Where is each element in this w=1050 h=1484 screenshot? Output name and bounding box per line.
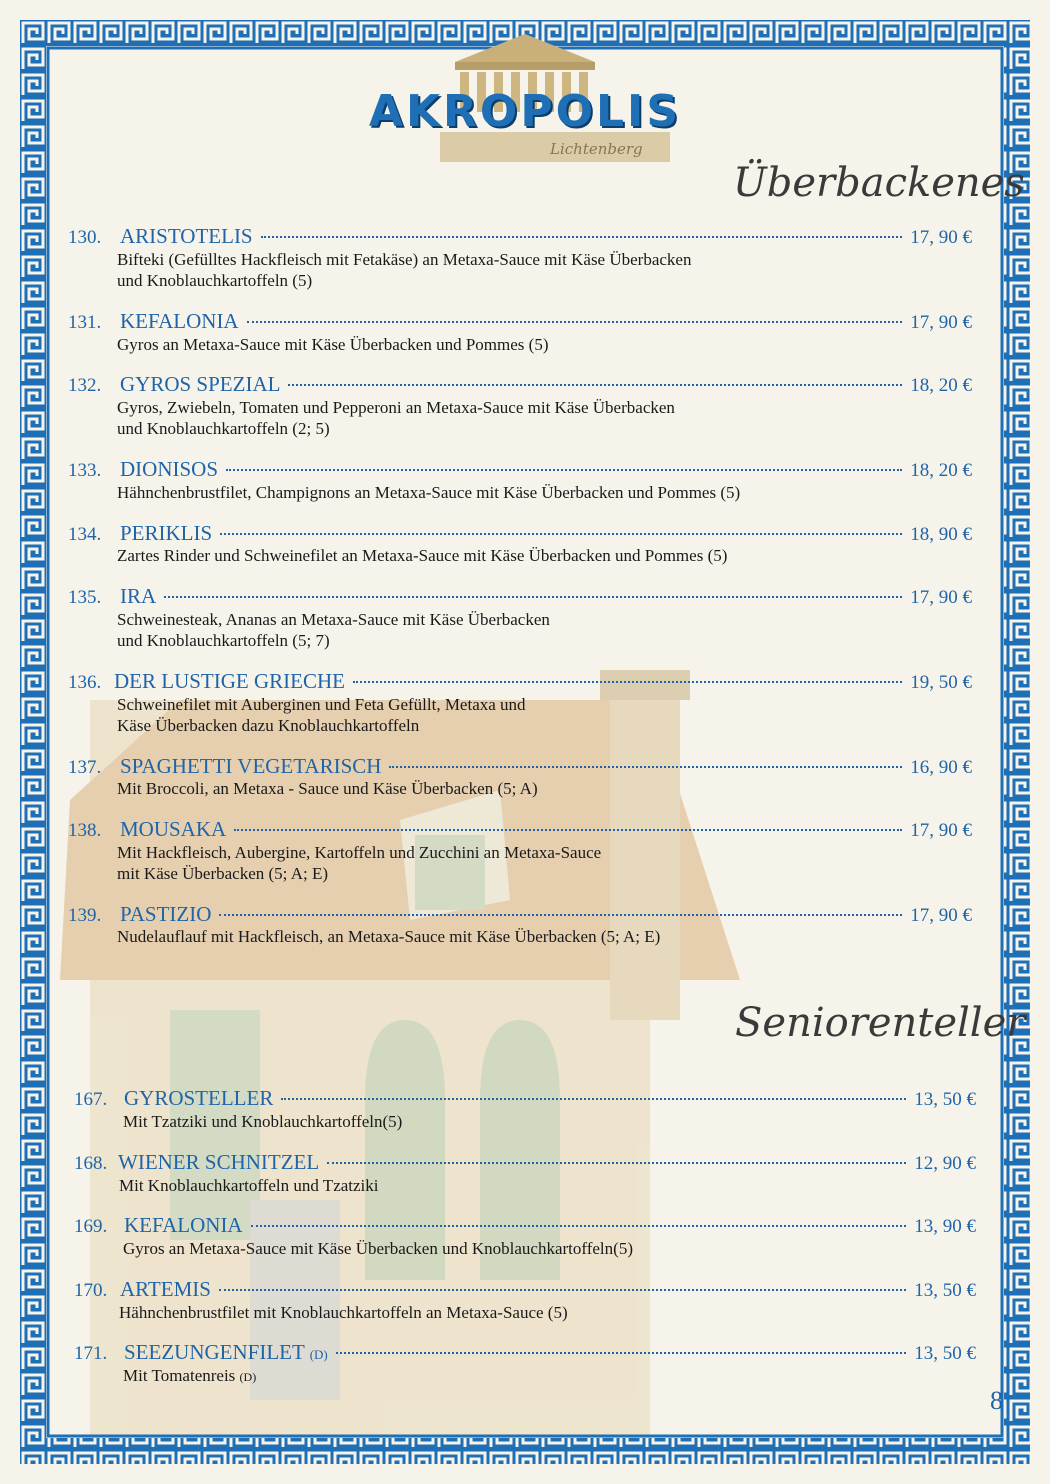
item-number: 168.: [74, 1153, 108, 1174]
item-description: Gyros an Metaxa-Sauce mit Käse Überbacken und Knoblauchkartoffeln(5): [123, 1239, 633, 1258]
leader-dots: [226, 469, 902, 471]
leader-dots: [219, 914, 902, 916]
item-description: Nudelauflauf mit Hackfleisch, an Metaxa-Sauce mit Käse Überbacken (5; A; E): [117, 927, 661, 946]
item-number: 138.: [68, 820, 102, 841]
item-name: WIENER SCHNITZEL: [118, 1150, 320, 1174]
leader-dots: [234, 829, 902, 831]
item-description: Schweinesteak, Ananas an Metaxa-Sauce mit Käse Überbacken und Knoblauchkartoffeln (5; 7): [117, 610, 550, 650]
leader-dots: [353, 681, 902, 683]
item-description: [123, 1365, 256, 1388]
logo: [360, 22, 690, 172]
leader-dots: [220, 533, 902, 535]
item-price: 13, 50 €: [914, 1280, 976, 1301]
item-name: PERIKLIS: [120, 521, 213, 545]
item-name: SPAGHETTI VEGETARISCH: [120, 754, 382, 778]
leader-dots: [281, 1098, 906, 1100]
item-description: Hähnchenbrustfilet, Champignons an Metaxa-Sauce mit Käse Überbacken und Pommes (5): [117, 483, 741, 502]
item-name: PASTIZIO: [120, 902, 212, 926]
item-price: 18, 90 €: [910, 524, 972, 545]
item-description: Bifteki (Gefülltes Hackfleisch mit Fetakäse) an Metaxa-Sauce mit Käse Überbacken und Knoblauchkartoffeln (5): [117, 250, 692, 290]
leader-dots: [261, 236, 903, 238]
item-number: 137.: [68, 757, 102, 778]
item-number: 170.: [74, 1280, 108, 1301]
item-description: Mit Hackfleisch, Aubergine, Kartoffeln und Zucchini an Metaxa-Sauce mit Käse Überbacken (5; A; E): [117, 843, 602, 883]
leader-dots: [219, 1289, 906, 1291]
item-price: 19, 50 €: [910, 672, 972, 693]
allergen-note: (D): [309, 1347, 328, 1362]
leader-dots: [251, 1225, 907, 1227]
page-number: 8: [990, 1386, 1003, 1415]
item-name-text: SEEZUNGENFILET: [124, 1340, 305, 1364]
item-price: 17, 90 €: [910, 820, 972, 841]
item-description: Mit Knoblauchkartoffeln und Tzatziki: [119, 1176, 379, 1195]
item-number: 136.: [68, 672, 102, 693]
logo-subtitle: Lichtenberg: [550, 140, 643, 158]
item-number: 133.: [68, 460, 102, 481]
item-name: DER LUSTIGE GRIECHE: [114, 669, 345, 693]
item-name: IRA: [120, 584, 157, 608]
section-title-seniorenteller: Seniorenteller: [735, 1000, 1026, 1046]
item-name: KEFALONIA: [120, 309, 239, 333]
item-description: Gyros an Metaxa-Sauce mit Käse Überbacken und Pommes (5): [117, 335, 549, 354]
item-description: Mit Broccoli, an Metaxa - Sauce und Käse Überbacken (5; A): [117, 779, 538, 798]
item-name: GYROSTELLER: [124, 1086, 274, 1110]
leader-dots: [336, 1352, 907, 1354]
item-price: 13, 50 €: [914, 1089, 976, 1110]
item-name: MOUSAKA: [120, 817, 227, 841]
item-description: Schweinefilet mit Auberginen und Feta Gefüllt, Metaxa und Käse Überbacken dazu Knoblauchkartoffeln: [117, 695, 526, 735]
leader-dots: [164, 596, 902, 598]
item-price: 13, 90 €: [914, 1216, 976, 1237]
section-title-ueberbackenes: Überbackenes: [733, 160, 1025, 206]
item-description: Gyros, Zwiebeln, Tomaten und Pepperoni an Metaxa-Sauce mit Käse Überbacken und Knoblauchkartoffeln (2; 5): [117, 398, 675, 438]
item-description: Hähnchenbrustfilet mit Knoblauchkartoffeln an Metaxa-Sauce (5): [119, 1303, 568, 1322]
item-name: DIONISOS: [120, 457, 219, 481]
item-price: 17, 90 €: [910, 227, 972, 248]
item-price: 13, 50 €: [914, 1343, 976, 1364]
item-number: 130.: [68, 227, 102, 248]
leader-dots: [327, 1162, 906, 1164]
item-name: ARISTOTELIS: [120, 224, 253, 248]
item-description: Zartes Rinder und Schweinefilet an Metaxa-Sauce mit Käse Überbacken und Pommes (5): [117, 546, 728, 565]
item-number: 135.: [68, 587, 102, 608]
logo-name: AKROPOLIS: [368, 86, 682, 137]
item-price: 12, 90 €: [914, 1153, 976, 1174]
item-number: 132.: [68, 375, 102, 396]
item-number: 134.: [68, 524, 102, 545]
item-name: ARTEMIS: [120, 1277, 211, 1301]
leader-dots: [288, 384, 902, 386]
item-number: 171.: [74, 1343, 108, 1364]
item-name: [124, 1340, 328, 1365]
item-price: 18, 20 €: [910, 460, 972, 481]
item-name: GYROS SPEZIAL: [120, 372, 281, 396]
item-price: 17, 90 €: [910, 312, 972, 333]
item-description-text: Mit Tomatenreis: [123, 1366, 236, 1385]
leader-dots: [247, 321, 903, 323]
item-description: Mit Tzatziki und Knoblauchkartoffeln(5): [123, 1112, 403, 1131]
item-name: KEFALONIA: [124, 1213, 243, 1237]
item-price: 16, 90 €: [910, 757, 972, 778]
item-price: 17, 90 €: [910, 905, 972, 926]
item-number: 169.: [74, 1216, 108, 1237]
item-price: 18, 20 €: [910, 375, 972, 396]
allergen-note: (D): [239, 1370, 257, 1384]
item-number: 139.: [68, 905, 102, 926]
leader-dots: [389, 766, 902, 768]
item-price: 17, 90 €: [910, 587, 972, 608]
item-number: 167.: [74, 1089, 108, 1110]
item-number: 131.: [68, 312, 102, 333]
